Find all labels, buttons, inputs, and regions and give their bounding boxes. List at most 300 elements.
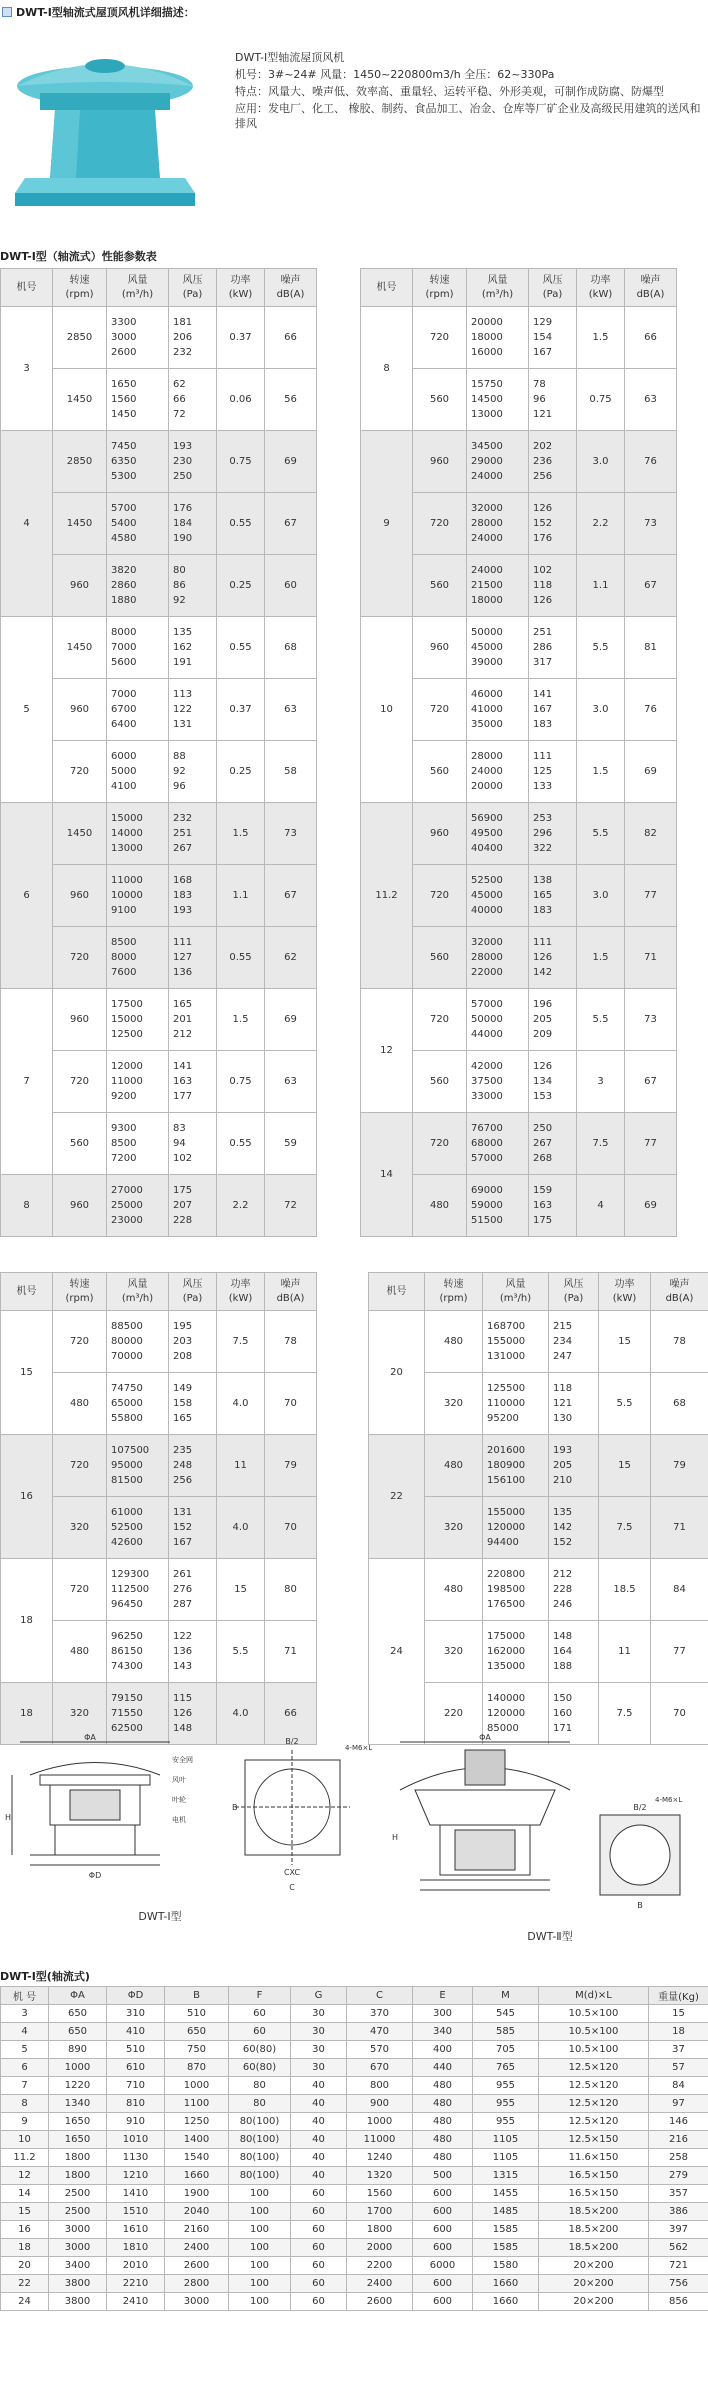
perf-flow: 11000 10000 9100 [107, 865, 169, 927]
dims-cell: 650 [165, 2023, 229, 2041]
perf-speed: 480 [53, 1621, 107, 1683]
perf-flow: 125500 110000 95200 [483, 1373, 549, 1435]
perf-machine-no: 5 [1, 617, 53, 803]
perf-pressure: 118 121 130 [549, 1373, 599, 1435]
dims-cell: 2600 [165, 2257, 229, 2275]
dims-cell: 60(80) [229, 2059, 291, 2077]
dims-cell: 100 [229, 2221, 291, 2239]
dims-cell: 600 [413, 2185, 473, 2203]
dims-cell: 146 [649, 2113, 708, 2131]
perf-header-col-pressure: 风压 (Pa) [169, 1273, 217, 1311]
perf-speed: 960 [53, 555, 107, 617]
perf-flow: 57000 50000 44000 [467, 989, 529, 1051]
dims-cell: 97 [649, 2095, 708, 2113]
dims-cell: 3 [1, 2005, 49, 2023]
dims-cell: 2160 [165, 2221, 229, 2239]
perf-row [1, 1559, 317, 1621]
type1-side-view [12, 1742, 170, 1865]
perf-speed: 720 [413, 1113, 467, 1175]
perf-flow: 201600 180900 156100 [483, 1435, 549, 1497]
perf-speed: 960 [413, 431, 467, 493]
perf-pressure: 253 296 322 [529, 803, 577, 865]
dims-cell: 1660 [473, 2275, 539, 2293]
dims-row [1, 2149, 708, 2167]
dims-cell: 20×200 [539, 2275, 649, 2293]
perf-speed: 480 [413, 1175, 467, 1237]
dims-cell: 1410 [107, 2185, 165, 2203]
perf-flow: 3300 3000 2600 [107, 307, 169, 369]
perf-noise: 71 [625, 927, 677, 989]
dims-row [1, 2023, 708, 2041]
perf-noise: 67 [625, 555, 677, 617]
perf-speed: 320 [53, 1497, 107, 1559]
perf-power: 4.0 [217, 1683, 265, 1745]
type1-label-motor: 电机 [172, 1816, 186, 1824]
perf-noise: 73 [625, 989, 677, 1051]
dims-header-1: ΦA [49, 1987, 107, 2005]
dims-cell: 15 [1, 2203, 49, 2221]
perf-noise: 69 [265, 431, 317, 493]
perf-power: 1.5 [577, 741, 625, 803]
dims-cell: 670 [347, 2059, 413, 2077]
perf-pressure: 111 125 133 [529, 741, 577, 803]
dims-cell: 100 [229, 2275, 291, 2293]
dims-cell: 800 [347, 2077, 413, 2095]
perf-table-right [360, 268, 677, 1237]
perf-noise: 60 [265, 555, 317, 617]
dims-title [0, 1968, 90, 1984]
dims-cell: 510 [107, 2041, 165, 2059]
dims-cell: 1800 [347, 2221, 413, 2239]
dims-cell: 1010 [107, 2131, 165, 2149]
perf-flow: 140000 120000 85000 [483, 1683, 549, 1745]
perf-pressure: 202 236 256 [529, 431, 577, 493]
dims-row [1, 2077, 708, 2095]
perf-header-col-power: 功率 (kW) [577, 269, 625, 307]
perf-noise: 58 [265, 741, 317, 803]
dims-cell: 1510 [107, 2203, 165, 2221]
dims-cell: 18 [649, 2023, 708, 2041]
perf-speed: 720 [53, 1559, 107, 1621]
perf-speed: 560 [53, 1113, 107, 1175]
dims-cell: 3000 [49, 2239, 107, 2257]
type1-caption: DWT-Ⅰ型 [138, 1910, 182, 1923]
perf-flow: 7000 6700 6400 [107, 679, 169, 741]
dims-cell: 100 [229, 2293, 291, 2311]
perf-flow: 46000 41000 35000 [467, 679, 529, 741]
dims-cell: 1000 [347, 2113, 413, 2131]
dims-cell: 600 [413, 2203, 473, 2221]
type1-plan-view [235, 1750, 350, 1865]
perf-pressure: 62 66 72 [169, 369, 217, 431]
dims-cell: 12 [1, 2167, 49, 2185]
dims-cell: 80(100) [229, 2131, 291, 2149]
dims-cell: 5 [1, 2041, 49, 2059]
perf-pressure: 251 286 317 [529, 617, 577, 679]
dims-row [1, 2167, 708, 2185]
perf-noise: 73 [265, 803, 317, 865]
perf-power: 0.37 [217, 307, 265, 369]
dims-cell: 30 [291, 2023, 347, 2041]
dims-row [1, 2239, 708, 2257]
dims-cell: 40 [291, 2149, 347, 2167]
perf-noise: 72 [265, 1175, 317, 1237]
perf-pressure: 126 152 176 [529, 493, 577, 555]
dims-cell: 100 [229, 2257, 291, 2275]
type1-label-bolts: 4-M6×L [345, 1744, 373, 1752]
dims-cell: 10.5×100 [539, 2041, 649, 2059]
perf-pressure: 83 94 102 [169, 1113, 217, 1175]
perf-pressure: 88 92 96 [169, 741, 217, 803]
dims-cell: 480 [413, 2149, 473, 2167]
perf-row [361, 803, 677, 865]
dims-cell: 11.2 [1, 2149, 49, 2167]
dims-cell: 1220 [49, 2077, 107, 2095]
perf-flow: 5700 5400 4580 [107, 493, 169, 555]
dims-cell: 57 [649, 2059, 708, 2077]
perf-speed: 480 [425, 1435, 483, 1497]
perf-flow: 155000 120000 94400 [483, 1497, 549, 1559]
perf-pressure: 135 162 191 [169, 617, 217, 679]
perf-table-left2 [0, 1272, 317, 1745]
perf-power: 11 [599, 1621, 651, 1683]
dims-cell: 100 [229, 2203, 291, 2221]
perf-pressure: 195 203 208 [169, 1311, 217, 1373]
perf-pressure: 181 206 232 [169, 307, 217, 369]
dims-cell: 80(100) [229, 2167, 291, 2185]
dims-header-row [1, 1987, 708, 2005]
perf-power: 3 [577, 1051, 625, 1113]
dims-cell: 60 [291, 2203, 347, 2221]
dims-cell: 2210 [107, 2275, 165, 2293]
dims-cell: 2010 [107, 2257, 165, 2275]
perf-noise: 66 [265, 307, 317, 369]
dims-cell: 955 [473, 2077, 539, 2095]
dims-cell: 397 [649, 2221, 708, 2239]
perf-pressure: 141 163 177 [169, 1051, 217, 1113]
perf-header-col-pressure: 风压 (Pa) [529, 269, 577, 307]
perf-flow: 56900 49500 40400 [467, 803, 529, 865]
perf-noise: 66 [625, 307, 677, 369]
perf-speed: 1450 [53, 617, 107, 679]
perf-pressure: 212 228 246 [549, 1559, 599, 1621]
perf-power: 0.75 [217, 1051, 265, 1113]
perf-flow: 61000 52500 42600 [107, 1497, 169, 1559]
type1-label-b: B [232, 1803, 238, 1812]
dims-cell: 1250 [165, 2113, 229, 2131]
dims-cell: 30 [291, 2059, 347, 2077]
page-title-text: DWT-Ⅰ型轴流式屋顶风机详细描述： [16, 6, 195, 19]
dims-cell: 890 [49, 2041, 107, 2059]
dims-cell: 15 [649, 2005, 708, 2023]
perf-flow: 9300 8500 7200 [107, 1113, 169, 1175]
perf-power: 0.37 [217, 679, 265, 741]
dims-cell: 2600 [347, 2293, 413, 2311]
type1-label-cxc: CXC [283, 1868, 301, 1877]
perf-speed: 720 [413, 679, 467, 741]
perf-noise: 69 [265, 989, 317, 1051]
perf-row [361, 617, 677, 679]
dims-cell: 370 [347, 2005, 413, 2023]
perf-noise: 76 [625, 431, 677, 493]
dims-row [1, 2275, 708, 2293]
perf-flow: 74750 65000 55800 [107, 1373, 169, 1435]
perf-pressure: 141 167 183 [529, 679, 577, 741]
dims-cell: 24 [1, 2293, 49, 2311]
perf-noise: 67 [625, 1051, 677, 1113]
dims-cell: 1130 [107, 2149, 165, 2167]
dims-cell: 2500 [49, 2185, 107, 2203]
perf-noise: 77 [625, 1113, 677, 1175]
dims-cell: 40 [291, 2113, 347, 2131]
dims-row [1, 2257, 708, 2275]
perf-flow: 12000 11000 9200 [107, 1051, 169, 1113]
dims-header-0: 机 号 [1, 1987, 49, 2005]
perf-power: 7.5 [577, 1113, 625, 1175]
perf-noise: 70 [651, 1683, 708, 1745]
perf-speed: 1450 [53, 803, 107, 865]
type2-caption: DWT-Ⅱ型 [527, 1930, 573, 1943]
perf-pressure: 78 96 121 [529, 369, 577, 431]
perf-power: 4.0 [217, 1373, 265, 1435]
perf-title [0, 248, 157, 264]
perf-speed: 560 [413, 927, 467, 989]
dims-cell: 60 [291, 2275, 347, 2293]
perf-speed: 960 [53, 1175, 107, 1237]
perf-header-col-noise: 噪声 dB(A) [265, 269, 317, 307]
perf-power: 15 [217, 1559, 265, 1621]
dims-cell: 480 [413, 2113, 473, 2131]
perf-noise: 77 [625, 865, 677, 927]
dims-row [1, 2185, 708, 2203]
dims-cell: 1580 [473, 2257, 539, 2275]
dims-cell: 18 [1, 2239, 49, 2257]
dims-cell: 410 [107, 2023, 165, 2041]
dims-cell: 1320 [347, 2167, 413, 2185]
dims-cell: 756 [649, 2275, 708, 2293]
perf-machine-no: 20 [369, 1311, 425, 1435]
dims-cell: 40 [291, 2167, 347, 2185]
perf-flow: 88500 80000 70000 [107, 1311, 169, 1373]
perf-pressure: 149 158 165 [169, 1373, 217, 1435]
dims-cell: 4 [1, 2023, 49, 2041]
dims-cell: 10.5×100 [539, 2005, 649, 2023]
perf-pressure: 215 234 247 [549, 1311, 599, 1373]
dims-cell: 1800 [49, 2149, 107, 2167]
dims-cell: 10.5×100 [539, 2023, 649, 2041]
dims-cell: 1455 [473, 2185, 539, 2203]
perf-flow: 96250 86150 74300 [107, 1621, 169, 1683]
perf-header-col-flow: 风量 (m³/h) [107, 269, 169, 307]
perf-pressure: 80 86 92 [169, 555, 217, 617]
perf-header-col-pressure: 风压 (Pa) [549, 1273, 599, 1311]
perf-header-col-speed: 转速 (rpm) [413, 269, 467, 307]
perf-power: 0.55 [217, 617, 265, 679]
perf-speed: 560 [413, 741, 467, 803]
dims-cell: 400 [413, 2041, 473, 2059]
perf-power: 15 [599, 1435, 651, 1497]
perf-noise: 59 [265, 1113, 317, 1175]
type1-label-c: C [289, 1883, 295, 1892]
dims-cell: 1700 [347, 2203, 413, 2221]
dims-cell: 900 [347, 2095, 413, 2113]
perf-speed: 720 [413, 493, 467, 555]
perf-noise: 67 [265, 865, 317, 927]
perf-header-col-power: 功率 (kW) [217, 1273, 265, 1311]
dims-cell: 750 [165, 2041, 229, 2059]
dims-cell: 60 [291, 2293, 347, 2311]
type1-label-b2: B/2 [285, 1737, 299, 1746]
perf-speed: 960 [53, 679, 107, 741]
perf-speed: 2850 [53, 431, 107, 493]
perf-noise: 79 [651, 1435, 708, 1497]
perf-power: 0.06 [217, 369, 265, 431]
dims-cell: 40 [291, 2131, 347, 2149]
perf-header-col-noise: 噪声 dB(A) [651, 1273, 708, 1311]
perf-noise: 67 [265, 493, 317, 555]
dims-cell: 1585 [473, 2239, 539, 2257]
perf-noise: 69 [625, 1175, 677, 1237]
dims-cell: 765 [473, 2059, 539, 2077]
perf-speed: 220 [425, 1683, 483, 1745]
perf-header-row [1, 269, 317, 307]
perf-speed: 720 [413, 307, 467, 369]
dims-cell: 30 [291, 2041, 347, 2059]
perf-flow: 42000 37500 33000 [467, 1051, 529, 1113]
type1-label-impeller: 叶轮 [172, 1796, 186, 1804]
perf-noise: 56 [265, 369, 317, 431]
perf-noise: 70 [265, 1497, 317, 1559]
dims-cell: 1800 [49, 2167, 107, 2185]
perf-speed: 320 [53, 1683, 107, 1745]
perf-power: 1.1 [217, 865, 265, 927]
dims-cell: 955 [473, 2113, 539, 2131]
dims-cell: 10 [1, 2131, 49, 2149]
perf-noise: 71 [651, 1497, 708, 1559]
perf-noise: 84 [651, 1559, 708, 1621]
perf-flow: 17500 15000 12500 [107, 989, 169, 1051]
perf-noise: 70 [265, 1373, 317, 1435]
perf-pressure: 196 205 209 [529, 989, 577, 1051]
perf-power: 0.25 [217, 555, 265, 617]
perf-flow: 69000 59000 51500 [467, 1175, 529, 1237]
perf-pressure: 193 230 250 [169, 431, 217, 493]
perf-pressure: 102 118 126 [529, 555, 577, 617]
dims-cell: 1210 [107, 2167, 165, 2185]
perf-noise: 63 [625, 369, 677, 431]
dims-cell: 2400 [347, 2275, 413, 2293]
dims-row [1, 2221, 708, 2239]
dims-cell: 37 [649, 2041, 708, 2059]
dims-row [1, 2041, 708, 2059]
perf-row [1, 1175, 317, 1237]
dims-cell: 1315 [473, 2167, 539, 2185]
perf-flow: 129300 112500 96450 [107, 1559, 169, 1621]
perf-noise: 76 [625, 679, 677, 741]
dimension-diagrams [0, 1730, 708, 1960]
dims-cell: 1610 [107, 2221, 165, 2239]
perf-pressure: 168 183 193 [169, 865, 217, 927]
perf-speed: 480 [425, 1559, 483, 1621]
product-description [235, 50, 705, 133]
dims-cell: 216 [649, 2131, 708, 2149]
perf-speed: 480 [425, 1311, 483, 1373]
dims-cell: 600 [413, 2293, 473, 2311]
dims-cell: 11000 [347, 2131, 413, 2149]
dims-cell: 12.5×120 [539, 2113, 649, 2131]
perf-speed: 320 [425, 1373, 483, 1435]
perf-row [1, 431, 317, 493]
dims-cell: 1000 [49, 2059, 107, 2077]
perf-header-col-noise: 噪声 dB(A) [625, 269, 677, 307]
dims-cell: 600 [413, 2239, 473, 2257]
perf-speed: 720 [53, 1311, 107, 1373]
dims-cell: 3800 [49, 2275, 107, 2293]
dims-body [1, 2005, 708, 2311]
dims-cell: 600 [413, 2275, 473, 2293]
perf-row [369, 1311, 708, 1373]
type1-label-h: H [5, 1813, 12, 1822]
title-bullet-icon [2, 7, 12, 17]
perf-power: 7.5 [217, 1311, 265, 1373]
dims-cell: 11.6×150 [539, 2149, 649, 2167]
perf-machine-no: 9 [361, 431, 413, 617]
dims-cell: 6000 [413, 2257, 473, 2275]
dims-cell: 30 [291, 2005, 347, 2023]
perf-row [1, 307, 317, 369]
perf-speed: 320 [425, 1621, 483, 1683]
perf-flow: 20000 18000 16000 [467, 307, 529, 369]
dims-row [1, 2203, 708, 2221]
perf-flow: 175000 162000 135000 [483, 1621, 549, 1683]
type1-label-oa: ΦA [84, 1733, 96, 1742]
perf-row [361, 431, 677, 493]
dims-cell: 2200 [347, 2257, 413, 2275]
perf-flow: 220800 198500 176500 [483, 1559, 549, 1621]
perf-machine-no: 15 [1, 1311, 53, 1435]
product-hero [0, 30, 708, 220]
perf-pressure: 111 127 136 [169, 927, 217, 989]
perf-power: 0.25 [217, 741, 265, 803]
dims-cell: 310 [107, 2005, 165, 2023]
perf-pressure: 250 267 268 [529, 1113, 577, 1175]
dims-cell: 1540 [165, 2149, 229, 2167]
dims-cell: 3000 [49, 2221, 107, 2239]
dims-header-9: M(d)×L [539, 1987, 649, 2005]
perf-machine-no: 18 [1, 1559, 53, 1683]
dims-cell: 600 [413, 2221, 473, 2239]
perf-machine-no: 16 [1, 1435, 53, 1559]
dims-cell: 1400 [165, 2131, 229, 2149]
dims-cell: 610 [107, 2059, 165, 2077]
perf-power: 4.0 [217, 1497, 265, 1559]
perf-speed: 960 [53, 865, 107, 927]
dims-cell: 721 [649, 2257, 708, 2275]
perf-pressure: 131 152 167 [169, 1497, 217, 1559]
dims-cell: 16.5×150 [539, 2185, 649, 2203]
perf-pressure: 175 207 228 [169, 1175, 217, 1237]
dims-cell: 300 [413, 2005, 473, 2023]
perf-machine-no: 24 [369, 1559, 425, 1745]
perf-flow: 79150 71550 62500 [107, 1683, 169, 1745]
perf-header-col-power: 功率 (kW) [599, 1273, 651, 1311]
perf-pressure: 165 201 212 [169, 989, 217, 1051]
perf-flow: 27000 25000 23000 [107, 1175, 169, 1237]
perf-noise: 68 [651, 1373, 708, 1435]
perf-power: 5.5 [217, 1621, 265, 1683]
dims-cell: 14 [1, 2185, 49, 2203]
dims-cell: 80 [229, 2077, 291, 2095]
